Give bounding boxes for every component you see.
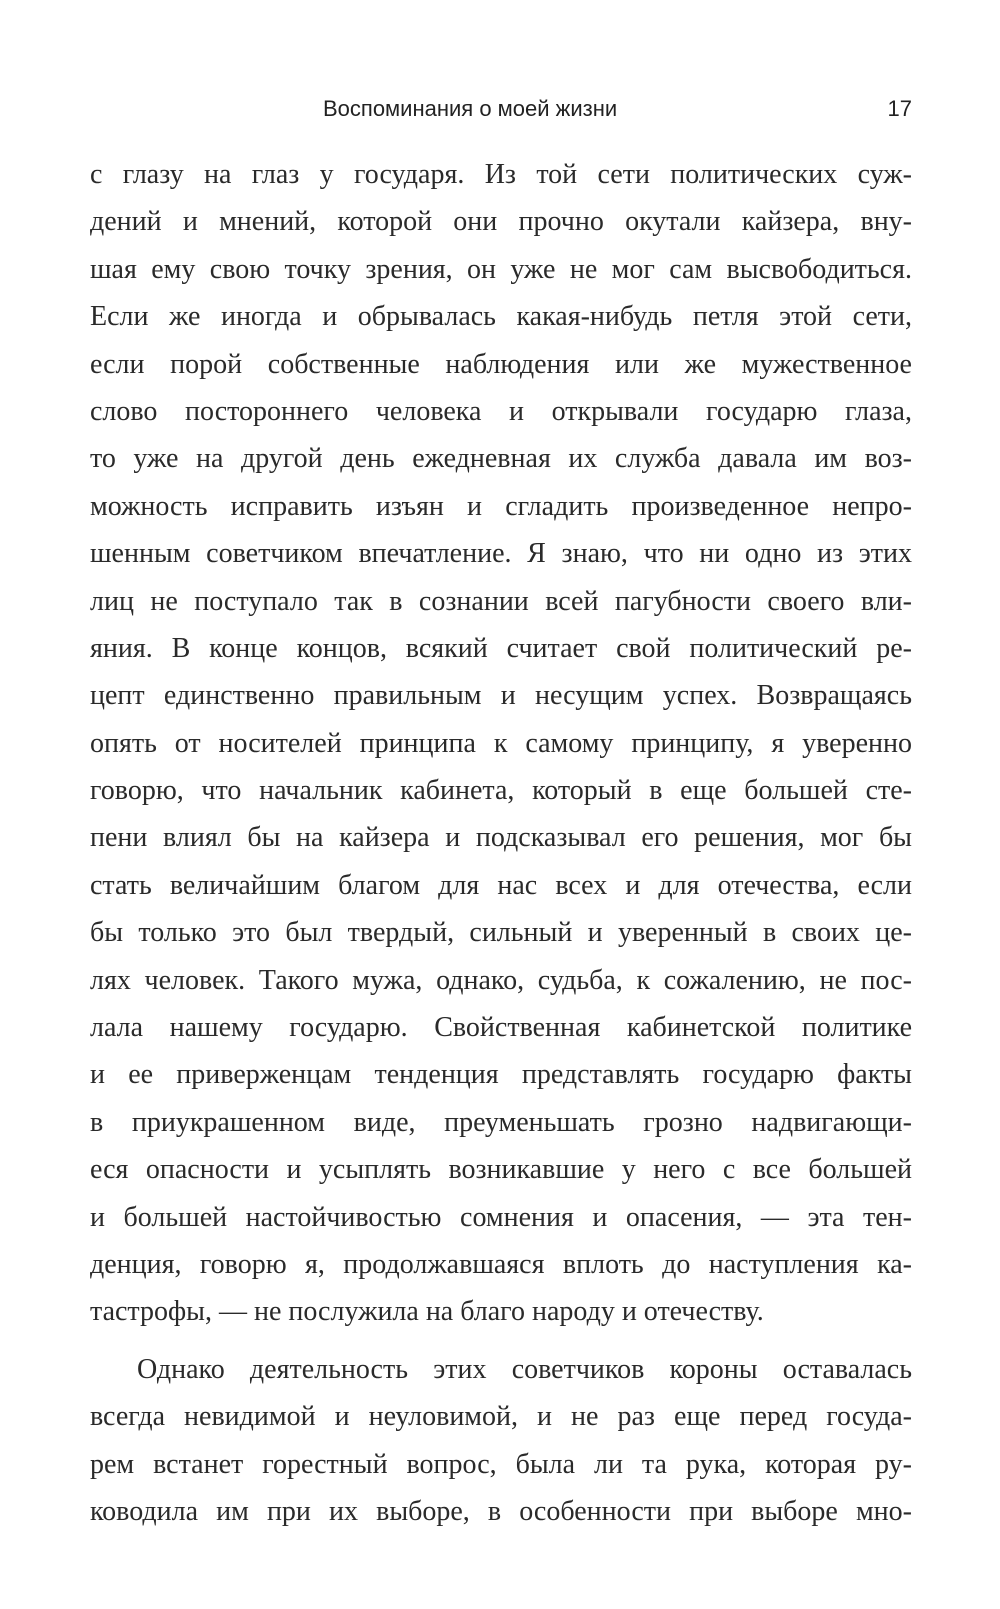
text-line: Если же иногда и обрывалась какая-нибудь петля этой сети, — [90, 301, 912, 333]
text-line: шая ему свою точку зрения, он уже не мог сам высвободиться. — [90, 253, 912, 285]
text-line: дений и мнений, которой они прочно окутали кайзера, вну- — [90, 206, 912, 238]
text-line: лала нашему государю. Свойственная кабинетской политике — [90, 1012, 912, 1044]
paragraph-1 — [90, 151, 912, 1336]
text-line: опять от носителей принципа к самому принципу, я уверенно — [90, 727, 912, 759]
text-line: цепт единственно правильным и несущим успех. Возвращаясь — [90, 680, 912, 712]
text-line: всегда невидимой и неуловимой, и не раз еще перед госуда- — [90, 1401, 912, 1433]
text-line: и ее приверженцам тенденция представлять государю факты — [90, 1059, 912, 1091]
text-line: яния. В конце концов, всякий считает свой политический ре- — [90, 632, 912, 664]
text-line: говорю, что начальник кабинета, который в еще большей сте- — [90, 775, 912, 807]
text-line: в приукрашенном виде, преуменьшать грозно надвигающи- — [90, 1106, 912, 1138]
text-line: лиц не поступало так в сознании всей пагубности своего вли- — [90, 585, 912, 617]
page-header — [88, 96, 918, 126]
text-line: еся опасности и усыплять возникавшие у него с все большей — [90, 1154, 912, 1186]
text-line: Однако деятельность этих советчиков короны оставалась — [137, 1353, 912, 1385]
text-line: лях человек. Такого мужа, однако, судьба, к сожалению, не пос- — [90, 964, 912, 996]
running-title: Воспоминания о моей жизни — [323, 96, 618, 121]
text-line: слово постороннего человека и открывали государю глаза, — [90, 395, 912, 427]
text-line: стать величайшим благом для нас всех и для отечества, если — [90, 869, 912, 901]
text-line: тастрофы, — не послужила на благо народу и отечеству. — [90, 1296, 764, 1328]
text-line: и большей настойчивостью сомнения и опасения, — эта тен- — [90, 1201, 912, 1233]
text-line: то уже на другой день ежедневная их служба давала им воз- — [90, 443, 912, 475]
text-line: если порой собственные наблюдения или же мужественное — [90, 348, 912, 380]
paragraph-2 — [90, 1346, 912, 1536]
body-text — [90, 151, 912, 1535]
text-line: шенным советчиком впечатление. Я знаю, что ни одно из этих — [90, 538, 912, 570]
page-number: 17 — [887, 96, 912, 121]
text-line: ководила им при их выборе, в особенности при выборе мно- — [90, 1495, 912, 1527]
text-line: бы только это был твердый, сильный и уверенный в своих це- — [90, 917, 912, 949]
text-line: пени влиял бы на кайзера и подсказывал его решения, мог бы — [90, 822, 912, 854]
text-line: денция, говорю я, продолжавшаяся вплоть до наступления ка- — [90, 1248, 912, 1280]
paragraph-gap — [90, 1336, 912, 1346]
text-line: рем встанет горестный вопрос, была ли та рука, которая ру- — [90, 1448, 912, 1480]
text-line: можность исправить изъян и сгладить произведенное непро- — [90, 490, 912, 522]
text-line: с глазу на глаз у государя. Из той сети политических суж- — [90, 159, 912, 190]
